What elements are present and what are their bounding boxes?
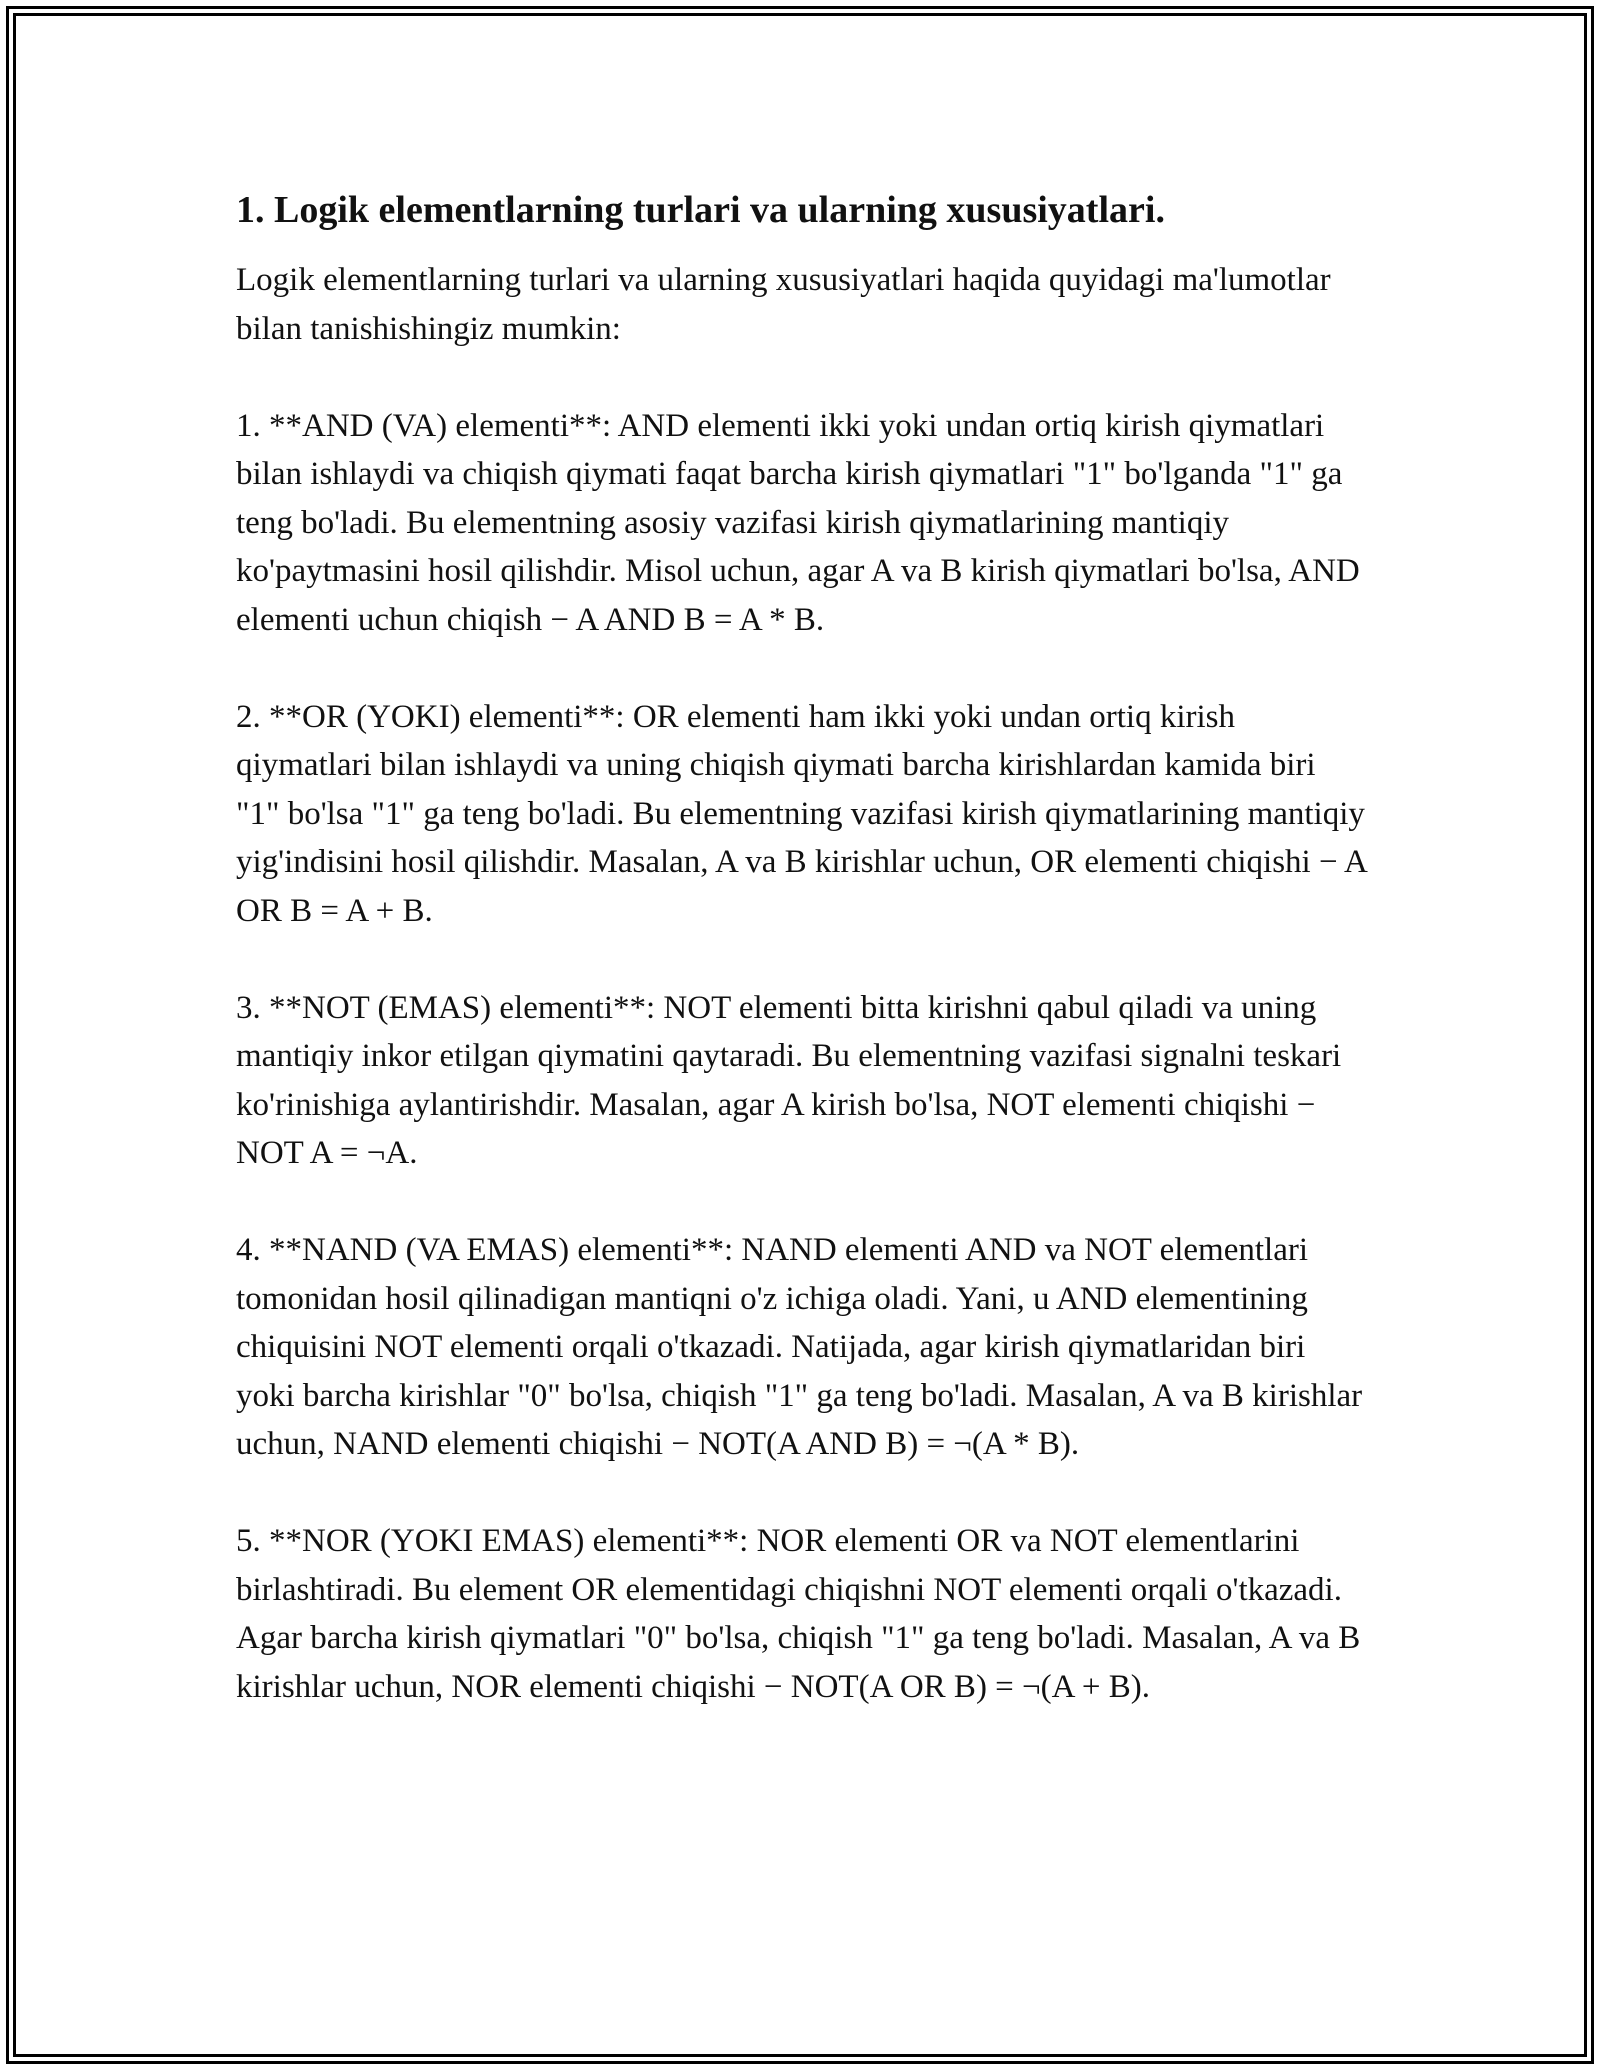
item-nor-paragraph: 5. **NOR (YOKI EMAS) elementi**: NOR elementi OR va NOT elementlarini birlashtiradi. Bu element OR elementidagi chiqishni NOT elementi orqali o'tkazadi. Agar barcha kirish qiymatlari "0" bo'lsa, chiqish "1" ga teng bo'ladi. Masalan, A va B kirishlar uchun, NOR elementi chiqishi − NOT(A OR B) = ¬(A + B). — [236, 1523, 1361, 1705]
item-and-paragraph: 1. **AND (VA) elementi**: AND elementi ikki yoki undan ortiq kirish qiymatlari bilan ishlaydi va chiqish qiymati faqat barcha kirish qiymatlari "1" bo'lganda "1" ga teng bo'ladi. Bu elementning asosiy vazifasi kirish qiymatlarining mantiqiy ko'paytmasini hosil qilishdir. Misol uchun, agar A va B kirish qiymatlari bo'lsa, AND elementi uchun chiqish − A AND B = A * B. — [236, 407, 1360, 638]
item-or-paragraph: 2. **OR (YOKI) elementi**: OR elementi ham ikki yoki undan ortiq kirish qiymatlari bilan ishlaydi va uning chiqish qiymati barcha kirishlardan kamida biri "1" bo'lsa "1" ga teng bo'ladi. Bu elementning vazifasi kirish qiymatlarining mantiqiy yig'indisini hosil qilishdir. Masalan, A va B kirishlar uchun, OR elementi chiqishi − A OR B = A + B. — [236, 698, 1367, 929]
intro-paragraph: Logik elementlarning turlari va ularning xususiyatlari haqida quyidagi ma'lumotlar bilan tanishishingiz mumkin: — [236, 262, 1331, 347]
document-title: 1. Logik elementlarning turlari va ularning xususiyatlari. — [236, 189, 1165, 231]
document-body — [236, 186, 1366, 1760]
item-nand-paragraph: 4. **NAND (VA EMAS) elementi**: NAND elementi AND va NOT elementlari tomonidan hosil qilinadigan mantiqni o'z ichiga oladi. Yani, u AND elementining chiquisini NOT elementi orqali o'tkazadi. Natijada, agar kirish qiymatlaridan biri yoki barcha kirishlar "0" bo'lsa, chiqish "1" ga teng bo'ladi. Masalan, A va B kirishlar uchun, NAND elementi chiqishi − NOT(A AND B) = ¬(A * B). — [236, 1232, 1363, 1462]
item-not-paragraph: 3. **NOT (EMAS) elementi**: NOT elementi bitta kirishni qabul qiladi va uning mantiqiy inkor etilgan qiymatini qaytaradi. Bu elementning vazifasi signalni teskari ko'rinishiga aylantirishdir. Masalan, agar A kirish bo'lsa, NOT elementi chiqishi − NOT A = ¬A. — [236, 989, 1342, 1171]
